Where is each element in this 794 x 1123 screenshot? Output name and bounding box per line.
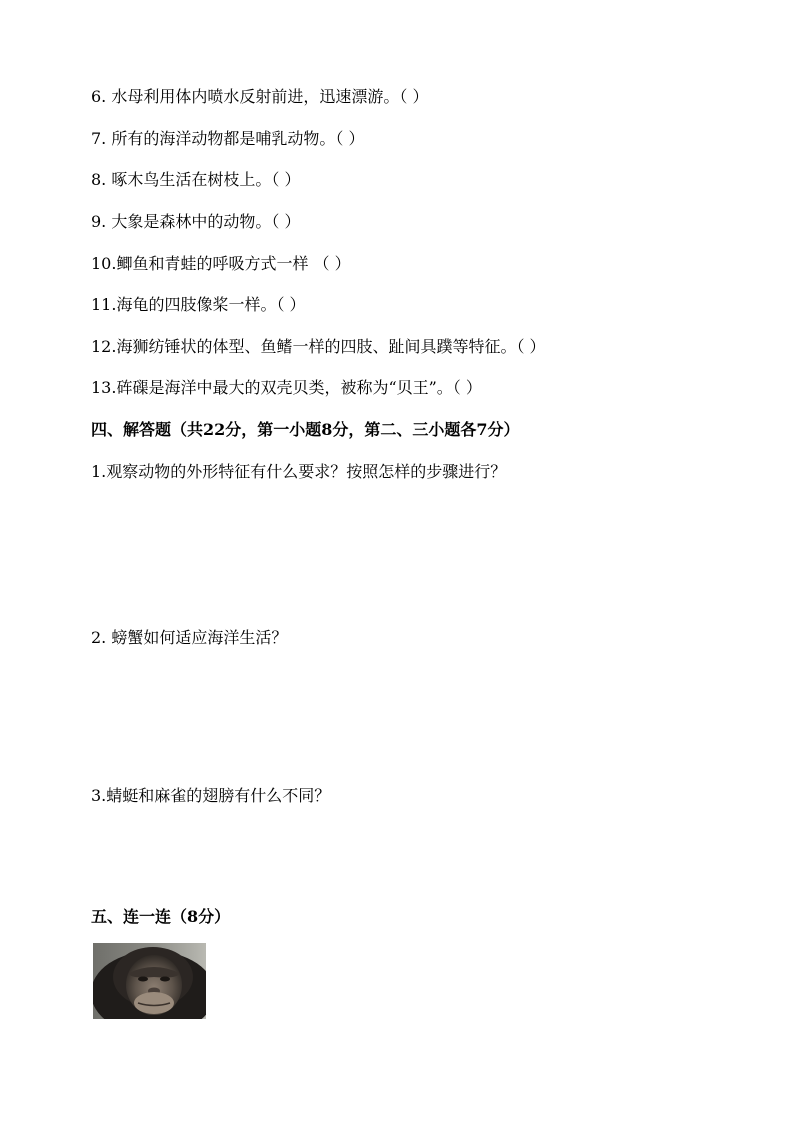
chimpanzee-photo bbox=[93, 943, 206, 1019]
tf-item-10: 10.鲫鱼和青蛙的呼吸方式一样 （ ） bbox=[91, 254, 351, 273]
section-5-heading: 五、连一连（8分） bbox=[91, 907, 231, 926]
question-1: 1.观察动物的外形特征有什么要求？按照怎样的步骤进行？ bbox=[91, 462, 507, 481]
question-2: 2. 螃蟹如何适应海洋生活？ bbox=[91, 628, 288, 647]
tf-item-12: 12.海狮纺锤状的体型、鱼鳍一样的四肢、趾间具蹼等特征。（ ） bbox=[91, 337, 546, 356]
question-3: 3.蜻蜓和麻雀的翅膀有什么不同？ bbox=[91, 786, 331, 805]
section-4-heading: 四、解答题（共22分，第一小题8分，第二、三小题各7分） bbox=[91, 420, 520, 439]
tf-item-13: 13.砗磲是海洋中最大的双壳贝类，被称为“贝王”。（ ） bbox=[91, 378, 482, 397]
tf-item-11: 11.海龟的四肢像桨一样。（ ） bbox=[91, 295, 306, 314]
tf-item-7: 7. 所有的海洋动物都是哺乳动物。（ ） bbox=[91, 129, 365, 148]
tf-item-8: 8. 啄木鸟生活在树枝上。（ ） bbox=[91, 170, 301, 189]
tf-item-6: 6. 水母利用体内喷水反射前进，迅速漂游。（ ） bbox=[91, 87, 429, 106]
tf-item-9: 9. 大象是森林中的动物。（ ） bbox=[91, 212, 301, 231]
